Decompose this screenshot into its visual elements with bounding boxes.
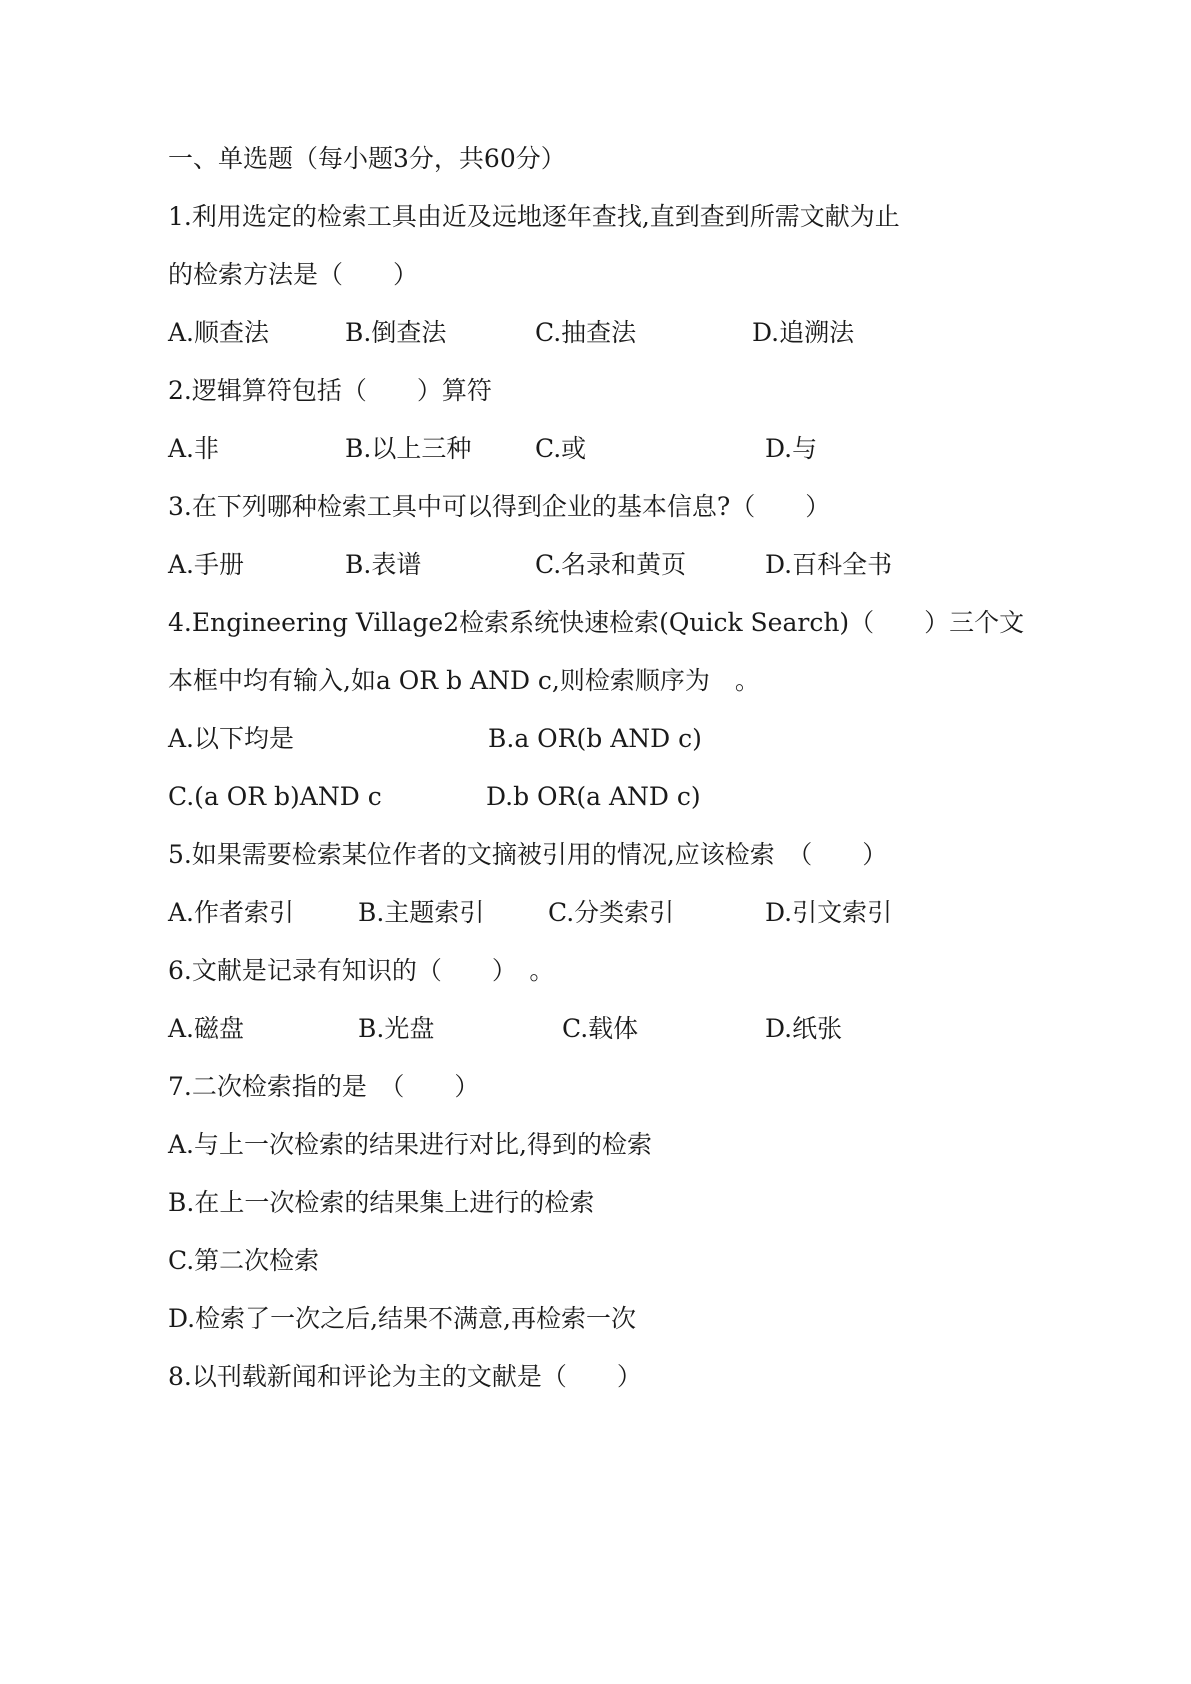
question-4-option-c: C.(a OR b)AND c xyxy=(168,782,382,811)
question-3-stem: 3.在下列哪种检索工具中可以得到企业的基本信息?（ ） xyxy=(168,492,831,521)
question-6-option-a: A.磁盘 xyxy=(168,1014,245,1043)
question-2-option-b: B.以上三种 xyxy=(345,434,472,463)
question-6-stem: 6.文献是记录有知识的（ ） 。 xyxy=(168,956,555,985)
question-5-option-c: C.分类索引 xyxy=(548,898,675,927)
question-4-stem-line-2: 本框中均有输入,如a OR b AND c,则检索顺序为 。 xyxy=(168,666,760,695)
question-7-option-b: B.在上一次检索的结果集上进行的检索 xyxy=(168,1188,595,1217)
question-1-option-c: C.抽查法 xyxy=(535,318,637,347)
question-4-option-d: D.b OR(a AND c) xyxy=(486,782,701,811)
question-1-option-b: B.倒查法 xyxy=(345,318,447,347)
question-1-option-a: A.顺查法 xyxy=(168,318,270,347)
question-6-option-d: D.纸张 xyxy=(765,1014,843,1043)
question-2-option-d: D.与 xyxy=(765,434,818,463)
question-4-option-a: A.以下均是 xyxy=(168,724,295,753)
question-1-stem-line-1: 1.利用选定的检索工具由近及远地逐年查找,直到查到所需文献为止 xyxy=(168,202,900,231)
question-4-option-b: B.a OR(b AND c) xyxy=(488,724,702,753)
question-3-option-c: C.名录和黄页 xyxy=(535,550,687,579)
question-8-stem: 8.以刊载新闻和评论为主的文献是（ ） xyxy=(168,1362,642,1391)
question-3-option-a: A.手册 xyxy=(168,550,245,579)
question-5-option-d: D.引文索引 xyxy=(765,898,893,927)
question-7-stem: 7.二次检索指的是 （ ） xyxy=(168,1072,480,1101)
question-4-stem-line-1: 4.Engineering Village2检索系统快速检索(Quick Search)（ ）三个文 xyxy=(168,608,1025,637)
question-5-option-b: B.主题索引 xyxy=(358,898,485,927)
question-7-option-c: C.第二次检索 xyxy=(168,1246,320,1275)
question-6-option-c: C.载体 xyxy=(562,1014,639,1043)
section-title: 一、单选题（每小题3分，共60分） xyxy=(168,144,566,173)
question-7-option-d: D.检索了一次之后,结果不满意,再检索一次 xyxy=(168,1304,636,1333)
question-2-option-a: A.非 xyxy=(168,434,220,463)
question-5-option-a: A.作者索引 xyxy=(168,898,295,927)
question-1-option-d: D.追溯法 xyxy=(752,318,855,347)
question-6-option-b: B.光盘 xyxy=(358,1014,435,1043)
question-1-stem-line-2: 的检索方法是（ ） xyxy=(168,260,419,289)
question-5-stem: 5.如果需要检索某位作者的文摘被引用的情况,应该检索 （ ） xyxy=(168,840,888,869)
question-7-option-a: A.与上一次检索的结果进行对比,得到的检索 xyxy=(168,1130,652,1159)
question-3-option-d: D.百科全书 xyxy=(765,550,893,579)
question-2-stem: 2.逻辑算符包括（ ）算符 xyxy=(168,376,492,405)
question-2-option-c: C.或 xyxy=(535,434,587,463)
question-3-option-b: B.表谱 xyxy=(345,550,422,579)
